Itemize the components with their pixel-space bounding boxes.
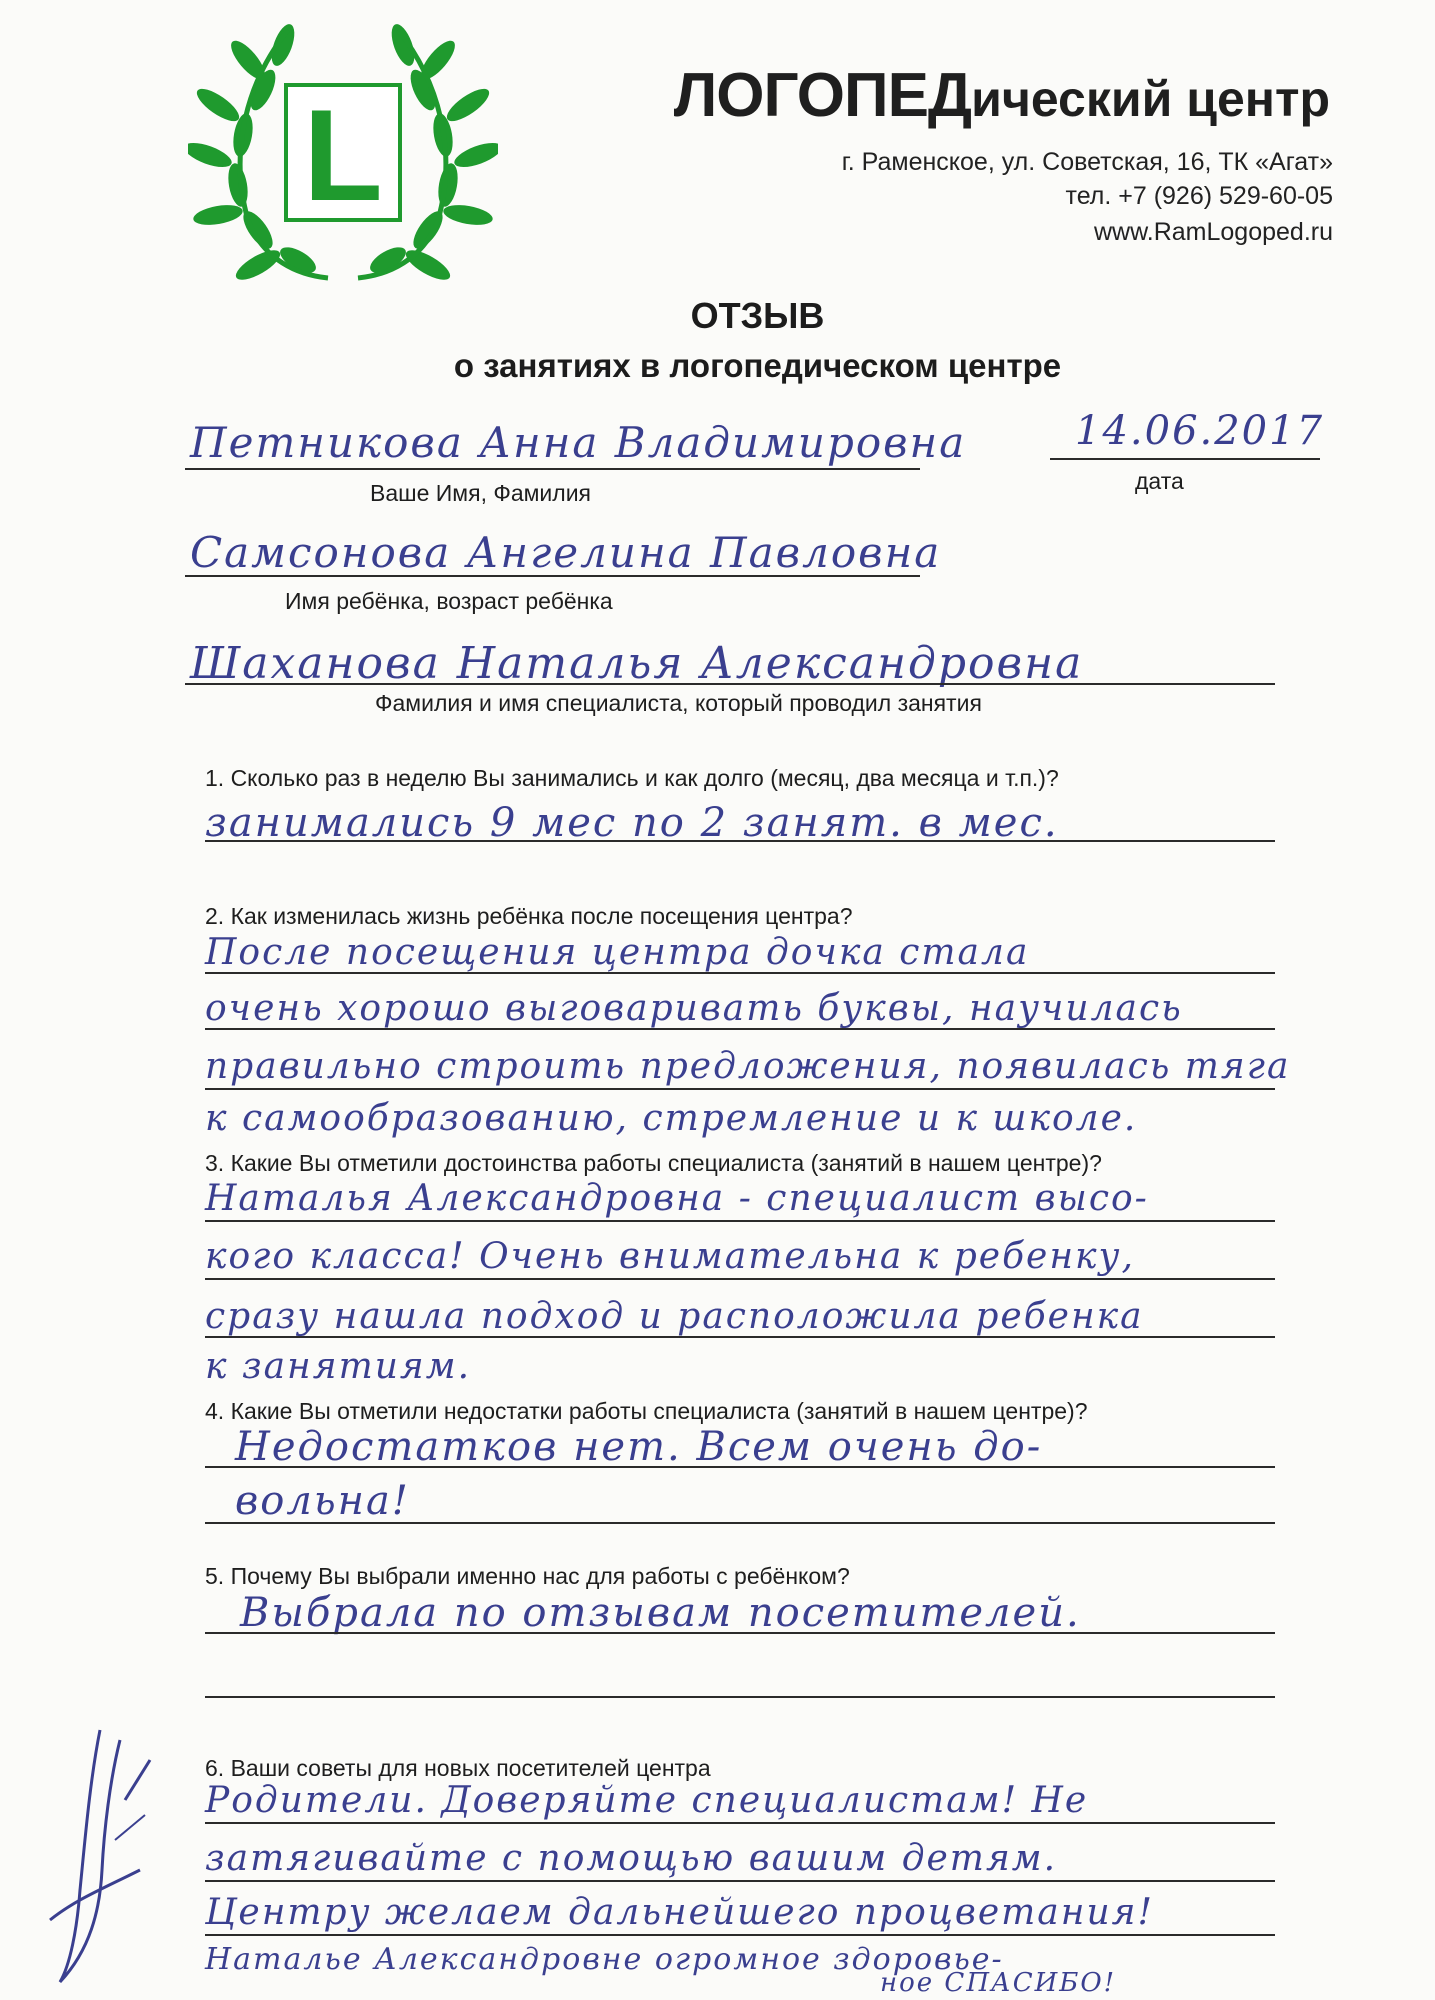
name-caption: Ваше Имя, Фамилия	[370, 480, 592, 506]
answer-4-line-2: вольна!	[235, 1478, 410, 1524]
answer-6-line-2: затягивайте с помощью вашим детям.	[205, 1838, 1058, 1879]
answer-6-line-1: Родители. Доверяйте специалистам! Не	[205, 1780, 1089, 1821]
child-caption: Имя ребёнка, возраст ребёнка	[285, 588, 613, 614]
form-subtitle: о занятиях в логопедическом центре	[453, 347, 1062, 384]
answer-line	[205, 1632, 1275, 1634]
name-line	[185, 468, 920, 470]
answer-5-line-1: Выбрала по отзывам посетителей.	[240, 1590, 1081, 1636]
child-value: Самсонова Ангелина Павловна	[190, 528, 942, 577]
address: г. Раменское, ул. Советская, 16, ТК «Агат»	[841, 148, 1333, 176]
answer-6-line-5: ное СПАСИБО!	[880, 1968, 1117, 1998]
date-caption: дата	[1135, 468, 1184, 494]
form-title: ОТЗЫВ	[690, 295, 825, 336]
answer-1-line-1: занимались 9 мес по 2 занят. в мес.	[205, 800, 1059, 846]
answer-line	[205, 1336, 1275, 1338]
brand-rest: ический центр	[971, 71, 1330, 127]
answer-6-line-4: Наталье Александровне огромное здоровье-	[205, 1942, 1004, 1977]
answer-3-line-3: сразу нашла подход и расположила ребенка	[205, 1296, 1144, 1337]
answer-3-line-1: Наталья Александровна - специалист высо-	[205, 1178, 1149, 1219]
question-1: 1. Сколько раз в неделю Вы занимались и как долго (месяц, два месяца и т.п.)?	[205, 765, 1059, 791]
brand-name	[590, 60, 1330, 131]
answer-line	[205, 840, 1275, 842]
specialist-caption: Фамилия и имя специалиста, который проводил занятия	[375, 690, 982, 716]
answer-line	[205, 1088, 1275, 1090]
date-line	[1050, 458, 1320, 460]
answer-line	[205, 1278, 1275, 1280]
question-3: 3. Какие Вы отметили достоинства работы специалиста (занятий в нашем центре)?	[205, 1150, 1102, 1176]
question-5: 5. Почему Вы выбрали именно нас для работы с ребёнком?	[205, 1563, 850, 1589]
phone: тел. +7 (926) 529-60-05	[1065, 182, 1333, 210]
brand-caps: ЛОГОПЕД	[673, 61, 972, 130]
answer-line	[205, 972, 1275, 974]
specialist-value: Шаханова Наталья Александровна	[190, 638, 1084, 689]
logo-letter: L	[303, 82, 383, 228]
question-6: 6. Ваши советы для новых посетителей центра	[205, 1755, 711, 1781]
name-value: Петникова Анна Владимировна	[190, 418, 967, 467]
child-line	[185, 575, 920, 577]
website: www.RamLogoped.ru	[1093, 218, 1333, 246]
question-4: 4. Какие Вы отметили недостатки работы специалиста (занятий в нашем центре)?	[205, 1398, 1088, 1424]
answer-2-line-3: правильно строить предложения, появилась тяга	[205, 1046, 1291, 1087]
laurel-logo-icon	[188, 20, 498, 290]
answer-3-line-2: кого класса! Очень внимательна к ребенку,	[205, 1236, 1135, 1277]
answer-6-line-3: Центру желаем дальнейшего процветания!	[205, 1892, 1154, 1933]
answer-line	[205, 1466, 1275, 1468]
date-value: 14.06.2017	[1075, 408, 1325, 454]
answer-line	[205, 1522, 1275, 1524]
answer-line	[205, 1880, 1275, 1882]
answer-2-line-4: к самообразованию, стремление и к школе.	[205, 1098, 1138, 1139]
answer-3-line-4: к занятиям.	[205, 1346, 472, 1387]
answer-line	[205, 1028, 1275, 1030]
answer-line	[205, 1822, 1275, 1824]
specialist-line	[185, 683, 1275, 685]
answer-line	[205, 1934, 1275, 1936]
answer-4-line-1: Недостатков нет. Всем очень до-	[235, 1424, 1043, 1470]
signature-icon	[30, 1720, 160, 1990]
answer-line	[205, 1220, 1275, 1222]
question-2: 2. Как изменилась жизнь ребёнка после посещения центра?	[205, 903, 853, 929]
answer-2-line-1: После посещения центра дочка стала	[205, 932, 1030, 973]
answer-2-line-2: очень хорошо выговаривать буквы, научилась	[205, 988, 1183, 1029]
answer-line	[205, 1696, 1275, 1698]
